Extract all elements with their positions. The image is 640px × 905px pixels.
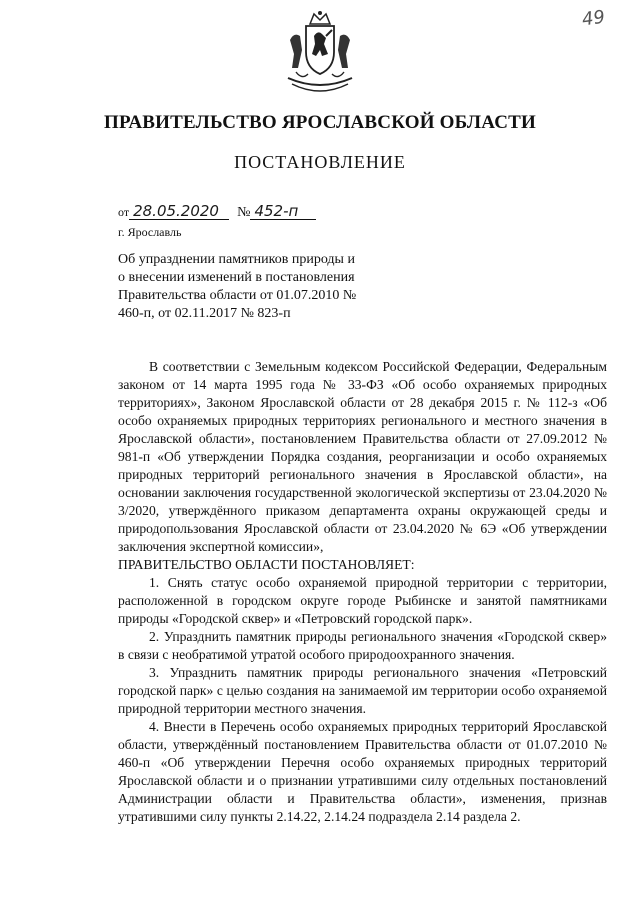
date-prefix: от [118, 205, 130, 219]
city: г. Ярославль [118, 225, 182, 239]
resolution-item-4: 4. Внести в Перечень особо охраняемых природных территорий Ярославской области, утверждённый постановлением Правительства области от 01.07.2010 № 460-п «Об утверждении Перечня особо охраняемых природных территорий Ярославской области и о признании утратившими силу отдельных постановлений Администрации области и Правительства области», изменения, признав утратившими силу пункты 2.14.22, 2.14.24 подраздела 2.14 раздела 2. [118, 719, 607, 824]
document-subject: Об упразднении памятников природы и о внесении изменений в постановления Правительства области от 01.07.2010 № 460-п, от 02.11.2017 № 823-п [118, 252, 357, 321]
resolution-item-1: 1. Снять статус особо охраняемой природной территории с территории, расположенной в городском округе городе Рыбинске и занятой памятниками природы «Городской сквер» и «Петровский городской парк». [118, 575, 607, 626]
document-meta [118, 203, 316, 240]
preamble-paragraph: В соответствии с Земельным кодексом Российской Федерации, Федеральным законом от 14 марта 1995 года № 33-ФЗ «Об особо охраняемых природных территориях», Законом Ярославской области от 28 декабря 2015 г. № 112-з «Об особо охраняемых природных территориях регионального и местного значения в Ярославской области», постановлением Правительства области от 27.09.2012 № 981-п «Об утверждении Порядка создания, реорганизации и особо охраняемых природных территорий регионального значения в Ярославской области», на основании заключения государственной экологической экспертизы от 23.04.2020 № 3/2020, утверждённого приказом департамента охраны окружающей среды и природопользования Ярославской области от 23.04.2020 № 6Э «Об утверждении заключения экспертной комиссии», [118, 359, 607, 554]
document-type: ПОСТАНОВЛЕНИЕ [234, 152, 406, 172]
resolution-heading: ПРАВИТЕЛЬСТВО ОБЛАСТИ ПОСТАНОВЛЯЕТ: [118, 557, 415, 572]
resolution-item-2: 2. Упразднить памятник природы регионального значения «Городской сквер» в связи с необратимой утратой особого природоохранного значения. [118, 629, 607, 662]
government-title: ПРАВИТЕЛЬСТВО ЯРОСЛАВСКОЙ ОБЛАСТИ [104, 112, 536, 133]
document-body [118, 358, 607, 826]
resolution-item-3: 3. Упразднить памятник природы регионального значения «Петровский городской парк» с целью создания на занимаемой им территории особо охраняемой природной территории местного значения. [118, 665, 607, 716]
handwritten-page-number: 49 [580, 6, 607, 31]
yaroslavl-coat-of-arms-icon [282, 10, 358, 100]
number-prefix: № [237, 205, 251, 220]
handwritten-date: 28.05.2020 [129, 203, 229, 220]
handwritten-number: 452-п [250, 203, 316, 220]
